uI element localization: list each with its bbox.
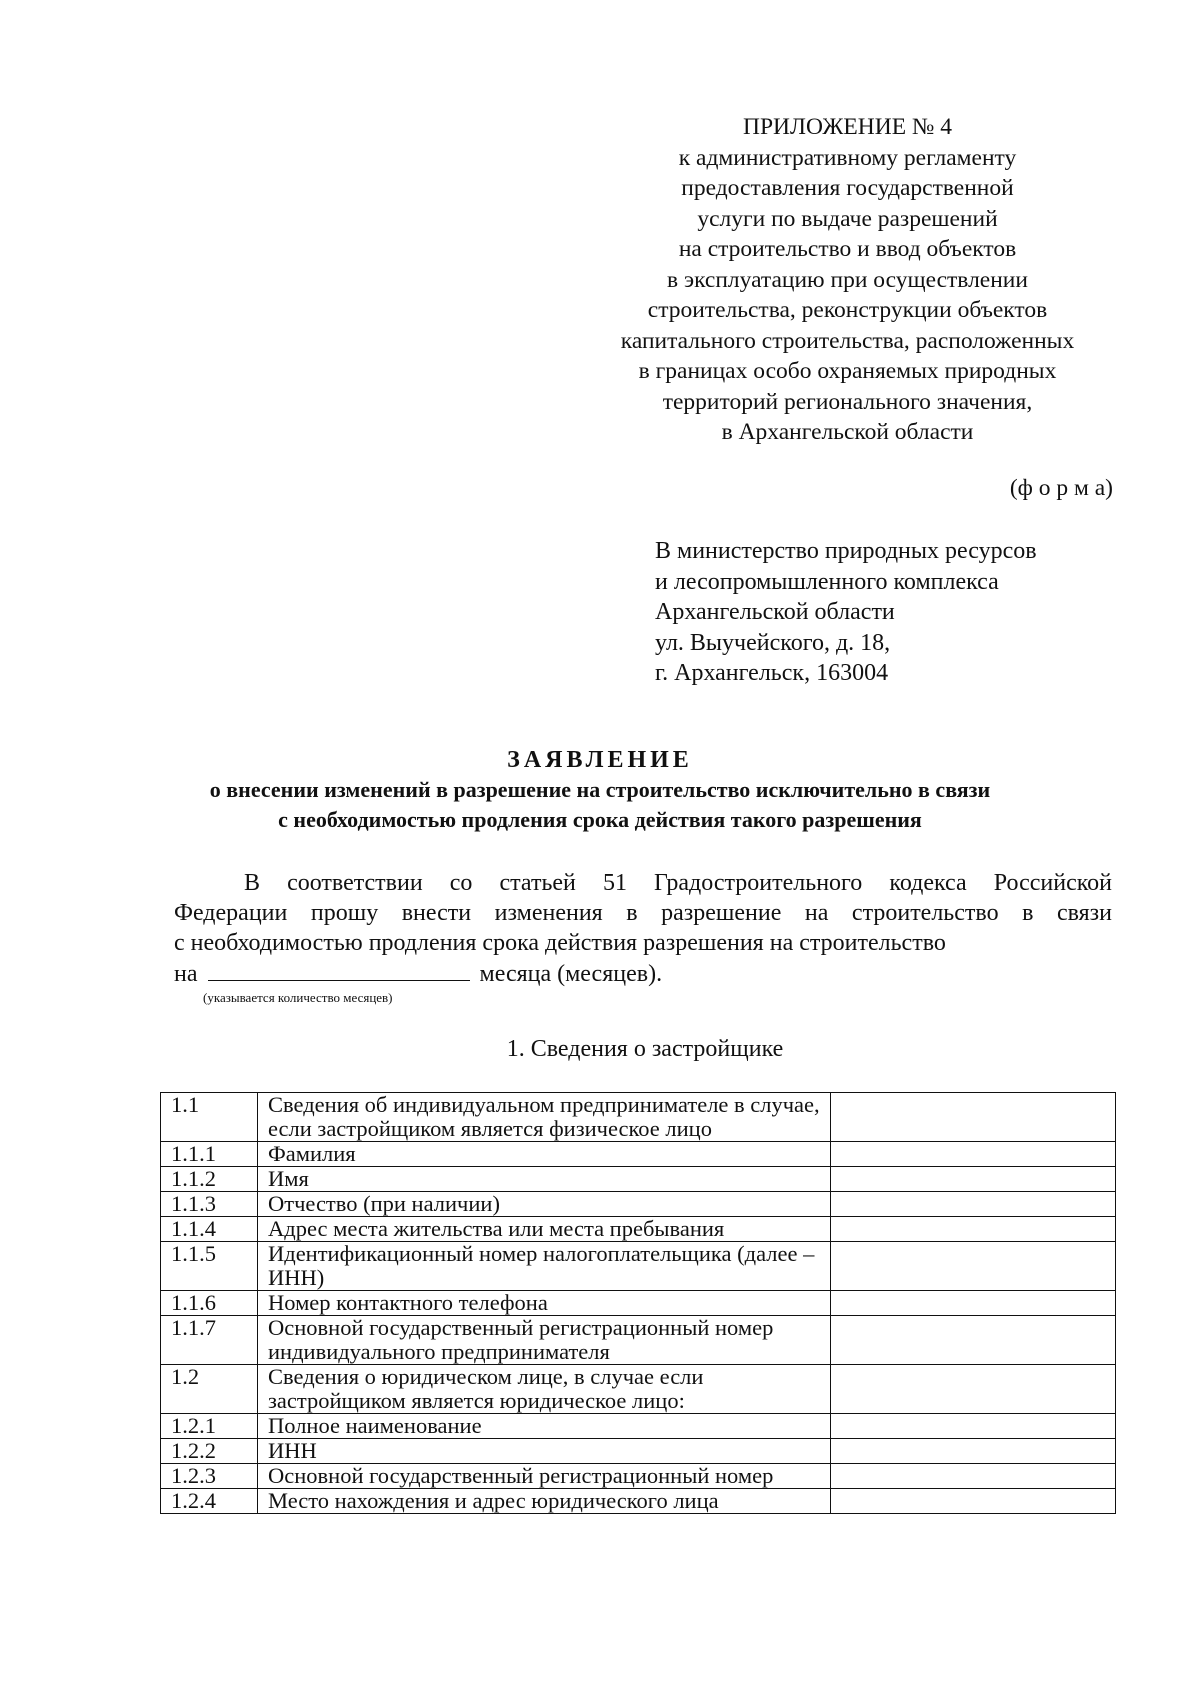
annex-line: в эксплуатацию при осуществлении: [667, 266, 1028, 293]
annex-line: в Архангельской области: [721, 419, 974, 445]
row-value-cell[interactable]: [831, 1489, 1116, 1514]
section-title: 1. Сведения о застройщике: [506, 1036, 784, 1062]
row-value-cell[interactable]: [831, 1439, 1116, 1464]
addressee-line: В министерство природных ресурсов: [655, 538, 1037, 564]
row-number: 1.2.3: [161, 1464, 258, 1489]
row-value-cell[interactable]: [831, 1167, 1116, 1192]
row-number: 1.2.2: [161, 1439, 258, 1464]
addressee-line: Архангельской области: [655, 599, 895, 625]
row-value-cell[interactable]: [831, 1414, 1116, 1439]
request-suffix: месяца (месяцев).: [479, 961, 663, 987]
row-label: Фамилия: [258, 1142, 831, 1167]
form-label: (ф о р м а): [1009, 475, 1113, 501]
row-label: Сведения о юридическом лице, в случае если застройщиком является юридическое лицо:: [258, 1365, 831, 1414]
row-value-cell[interactable]: [831, 1142, 1116, 1167]
annex-line: территорий регионального значения,: [662, 388, 1033, 415]
annex-line: строительства, реконструкции объектов: [647, 297, 1048, 323]
row-label: Номер контактного телефона: [258, 1291, 831, 1316]
paragraph-line: с необходимостью продления срока действия разрешения на строительство: [174, 930, 946, 956]
annex-line: капитального строительства, расположенных: [620, 327, 1075, 354]
request-prefix: на: [174, 961, 198, 987]
document-title: [0, 745, 1200, 835]
row-number: 1.1.1: [161, 1142, 258, 1167]
table-row: [161, 1489, 1116, 1514]
row-label: ИНН: [258, 1439, 831, 1464]
months-field-hint: (указывается количество месяцев): [203, 990, 393, 1005]
table-row: [161, 1167, 1116, 1192]
row-number: 1.1: [161, 1093, 258, 1142]
table-row: [161, 1464, 1116, 1489]
row-number: 1.1.5: [161, 1242, 258, 1291]
row-number: 1.1.3: [161, 1192, 258, 1217]
row-number: 1.2.4: [161, 1489, 258, 1514]
months-request-row: [174, 958, 662, 989]
row-number: 1.1.2: [161, 1167, 258, 1192]
paragraph-line: В соответствии со статьей 51 Градостроительного кодекса Российской: [244, 870, 1112, 896]
row-number: 1.2: [161, 1365, 258, 1414]
annex-line: на строительство и ввод объектов: [678, 236, 1017, 262]
annex-line: к административному регламенту: [678, 144, 1017, 171]
title-main: ЗАЯВЛЕНИЕ: [507, 747, 693, 773]
table-row: [161, 1142, 1116, 1167]
title-subtitle-line: с необходимостью продления срока действия такого разрешения: [278, 807, 922, 832]
table-row: [161, 1093, 1116, 1142]
title-subtitle-line: о внесении изменений в разрешение на строительство исключительно в связи: [209, 777, 991, 802]
annex-line: предоставления государственной: [681, 175, 1014, 201]
annex-line: ПРИЛОЖЕНИЕ № 4: [743, 114, 952, 140]
row-number: 1.1.4: [161, 1217, 258, 1242]
table-row: [161, 1217, 1116, 1242]
table-row: [161, 1439, 1116, 1464]
row-label: Имя: [258, 1167, 831, 1192]
annex-header: [585, 112, 1110, 448]
row-label: Адрес места жительства или места пребывания: [258, 1217, 831, 1242]
row-number: 1.1.7: [161, 1316, 258, 1365]
row-value-cell[interactable]: [831, 1217, 1116, 1242]
row-label: Основной государственный регистрационный номер индивидуального предпринимателя: [258, 1316, 831, 1365]
annex-line: услуги по выдаче разрешений: [697, 205, 998, 232]
table-row: [161, 1316, 1116, 1365]
developer-info-table: [160, 1092, 1116, 1514]
row-label: Сведения об индивидуальном предпринимателе в случае, если застройщиком является физическое лицо: [258, 1093, 831, 1142]
addressee-block: [655, 536, 1037, 689]
row-number: 1.2.1: [161, 1414, 258, 1439]
table-row: [161, 1291, 1116, 1316]
row-value-cell[interactable]: [831, 1291, 1116, 1316]
table-row: [161, 1242, 1116, 1291]
row-label: Идентификационный номер налогоплательщика (далее – ИНН): [258, 1242, 831, 1291]
row-label: Место нахождения и адрес юридического лица: [258, 1489, 831, 1514]
row-number: 1.1.6: [161, 1291, 258, 1316]
row-label: Отчество (при наличии): [258, 1192, 831, 1217]
table-row: [161, 1192, 1116, 1217]
table-row: [161, 1414, 1116, 1439]
addressee-line: и лесопромышленного комплекса: [655, 568, 999, 595]
row-value-cell[interactable]: [831, 1365, 1116, 1414]
row-value-cell[interactable]: [831, 1464, 1116, 1489]
annex-line: в границах особо охраняемых природных: [638, 358, 1057, 384]
row-value-cell[interactable]: [831, 1093, 1116, 1142]
table-row: [161, 1365, 1116, 1414]
row-label: Основной государственный регистрационный номер: [258, 1464, 831, 1489]
paragraph-line: Федерации прошу внести изменения в разрешение на строительство в связи: [174, 900, 1112, 926]
months-blank-field[interactable]: [208, 958, 470, 981]
addressee-line: ул. Выучейского, д. 18,: [655, 629, 891, 656]
addressee-line: г. Архангельск, 163004: [655, 660, 889, 686]
row-value-cell[interactable]: [831, 1316, 1116, 1365]
request-paragraph: [174, 868, 1112, 958]
row-value-cell[interactable]: [831, 1192, 1116, 1217]
row-label: Полное наименование: [258, 1414, 831, 1439]
row-value-cell[interactable]: [831, 1242, 1116, 1291]
